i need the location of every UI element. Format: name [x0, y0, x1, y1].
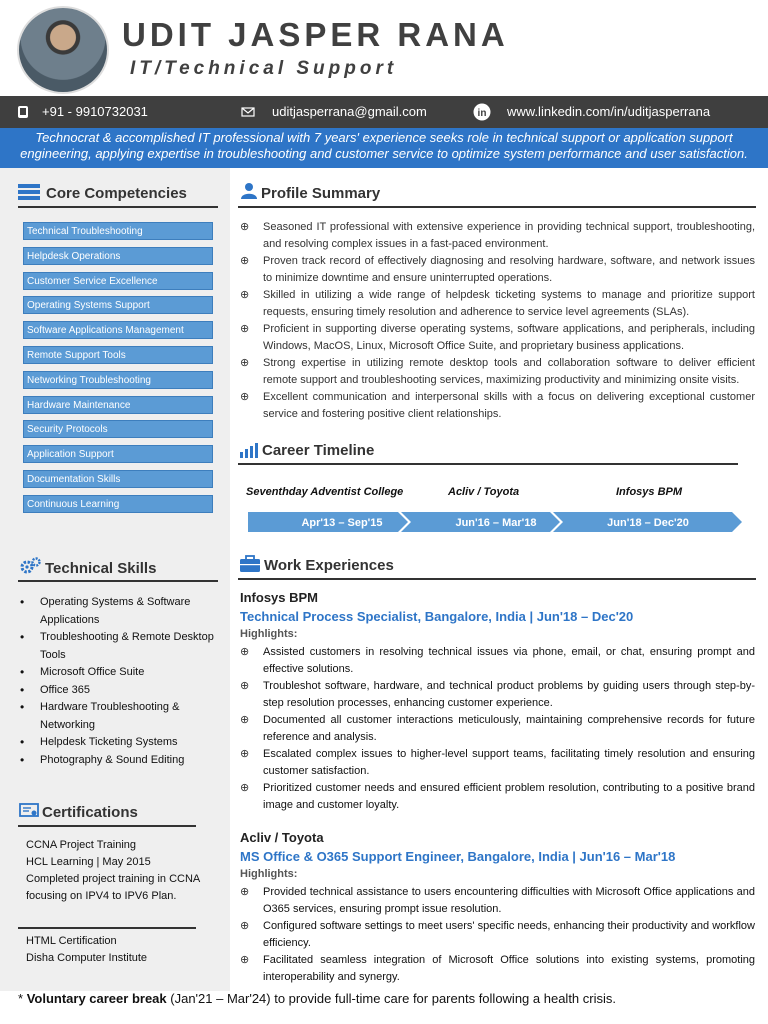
profile-photo	[17, 6, 109, 94]
list-item: ⊕ Troubleshot software, hardware, and technical product problems by guiding users through step-by-step resolution processes, enhancing customer experience.	[240, 678, 755, 712]
competencies-divider	[18, 206, 218, 208]
briefcase-icon	[240, 555, 260, 577]
list-item: ⊕ Seasoned IT professional with extensive experience in providing technical support, troubleshooting, and resolving complex issues in a fast-paced environment.	[240, 219, 755, 253]
contact-bar	[0, 96, 768, 128]
phone-icon	[16, 105, 30, 119]
objective-line-1: Technocrat & accomplished IT professional with 7 years' experience seeks role in technical support or application support	[35, 130, 733, 145]
server-icon	[18, 183, 40, 205]
career-timeline-title: Career Timeline	[262, 442, 375, 459]
gears-icon	[20, 557, 42, 579]
technical-skills-title: Technical Skills	[45, 560, 157, 577]
career-break-note	[18, 991, 616, 1006]
competencies-title: Core Competencies	[46, 185, 187, 202]
competency-chip: Operating Systems Support	[23, 296, 213, 314]
list-item: • Office 365	[20, 682, 225, 700]
job-title: MS Office & O365 Support Engineer, Bangalore, India | Jun'16 – Mar'18	[240, 849, 676, 864]
work-experiences-title: Work Experiences	[264, 557, 394, 574]
career-timeline-arrow	[248, 512, 742, 532]
list-item: • Microsoft Office Suite	[20, 664, 225, 682]
timeline-org-1: Seventhday Adventist College	[246, 486, 404, 498]
resume-header	[0, 0, 768, 96]
cert-issuer: HCL Learning | May 2015	[26, 856, 151, 868]
job-highlights-label: Highlights:	[240, 868, 298, 880]
objective-banner	[0, 128, 768, 168]
competency-chip: Customer Service Excellence	[23, 272, 213, 290]
svg-text:in: in	[477, 108, 487, 119]
competency-chip: Remote Support Tools	[23, 346, 213, 364]
list-item: • Operating Systems & Software Applications	[20, 594, 225, 629]
user-icon	[240, 182, 258, 204]
list-item: ⊕ Skilled in utilizing a wide range of helpdesk ticketing systems to manage and prioritize support requests, ensuring timely resolution and adherence to service level agreements (SLAs).	[240, 287, 755, 321]
list-item: ⊕ Proficient in supporting diverse operating systems, software applications, and peripherals, including Windows, MacOS, Linux, Microsoft Office Suite, and proprietary business applications.	[240, 321, 755, 355]
list-item: ⊕ Assisted customers in resolving technical issues via phone, email, or chat, ensuring prompt and effective solutions.	[240, 644, 755, 678]
candidate-name: UDIT JASPER RANA	[122, 16, 509, 53]
certificate-icon	[19, 802, 39, 824]
profile-summary-list	[240, 219, 755, 423]
phone-number[interactable]: +91 - 9910732031	[42, 104, 148, 119]
job-company: Acliv / Toyota	[240, 830, 324, 845]
list-item: • Photography & Sound Editing	[20, 752, 225, 770]
timeline-period-1: Apr'13 – Sep'15	[301, 517, 383, 529]
technical-skills-divider	[18, 580, 218, 582]
certifications-title: Certifications	[42, 804, 138, 821]
competency-chip: Software Applications Management	[23, 321, 213, 339]
timeline-period-2: Jun'16 – Mar'18	[455, 517, 537, 529]
career-break-label: Voluntary career break	[26, 991, 167, 1006]
competency-chip: Documentation Skills	[23, 470, 213, 488]
profile-summary-title: Profile Summary	[261, 185, 381, 202]
career-timeline-divider	[238, 463, 738, 465]
list-item: • Hardware Troubleshooting & Networking	[20, 699, 225, 734]
job-highlights-list	[240, 884, 755, 986]
competency-chip: Security Protocols	[23, 420, 213, 438]
list-item: ⊕ Configured software settings to meet users' specific needs, enhancing their productivity and workflow efficiency.	[240, 918, 755, 952]
certifications-divider	[18, 825, 196, 827]
competency-chip: Technical Troubleshooting	[23, 222, 213, 240]
list-item: ⊕ Escalated complex issues to higher-level support teams, facilitating timely resolution and ensuring customer satisfaction.	[240, 746, 755, 780]
footnote-star: *	[18, 991, 24, 1006]
technical-skills-list	[20, 594, 225, 769]
cert-issuer: Disha Computer Institute	[26, 952, 148, 964]
cert-name: CCNA Project Training	[26, 839, 137, 851]
list-item: ⊕ Strong expertise in utilizing remote desktop tools and collaboration software to deliver efficient remote support and troubleshooting services, maximizing productivity and minimizing onsite visits.	[240, 355, 755, 389]
cert-name: HTML Certification	[26, 935, 117, 947]
linkedin-url[interactable]: www.linkedin.com/in/uditjasperrana	[507, 104, 711, 119]
job-title: Technical Process Specialist, Bangalore, India | Jun'18 – Dec'20	[240, 609, 634, 624]
linkedin-icon	[473, 103, 491, 121]
work-experiences-divider	[238, 578, 756, 580]
career-break-detail: (Jan'21 – Mar'24) to provide full-time care for parents following a health crisis.	[170, 991, 616, 1006]
list-item: • Troubleshooting & Remote Desktop Tools	[20, 629, 225, 664]
list-item: ⊕ Facilitated seamless integration of Microsoft Office solutions into existing systems, promoting interoperability and synergy.	[240, 952, 755, 986]
candidate-role: IT/Technical Support	[130, 58, 398, 79]
certification-ccna	[26, 837, 216, 905]
list-item: • Helpdesk Ticketing Systems	[20, 734, 225, 752]
competency-chip: Networking Troubleshooting	[23, 371, 213, 389]
competency-chip: Application Support	[23, 445, 213, 463]
certification-html	[26, 933, 216, 967]
email-icon	[241, 105, 255, 119]
objective-line-2: engineering, applying expertise in troubleshooting and customer service to optimize system performance and user satisfaction.	[20, 146, 748, 161]
timeline-org-2: Acliv / Toyota	[448, 486, 520, 498]
timeline-org-3: Infosys BPM	[616, 486, 683, 498]
cert-description: Completed project training in CCNA focusing on IPV4 to IPV6 Plan.	[26, 873, 200, 902]
timeline-period-3: Jun'18 – Dec'20	[607, 517, 689, 529]
job-highlights-label: Highlights:	[240, 628, 298, 640]
list-item: ⊕ Excellent communication and interpersonal skills with a focus on delivering exceptional customer service and fostering positive client relationships.	[240, 389, 755, 423]
list-item: ⊕ Proven track record of effectively diagnosing and resolving hardware, software, and network issues to minimize downtime and ensure uninterrupted operations.	[240, 253, 755, 287]
list-item: ⊕ Documented all customer interactions meticulously, maintaining comprehensive records for future reference and analysis.	[240, 712, 755, 746]
list-item: ⊕ Provided technical assistance to users encountering difficulties with Microsoft Office applications and O365 services, ensuring prompt issue resolution.	[240, 884, 755, 918]
email-address[interactable]: uditjasperrana@gmail.com	[272, 104, 427, 119]
certification-divider	[18, 927, 196, 929]
profile-summary-divider	[238, 206, 756, 208]
job-highlights-list	[240, 644, 755, 814]
list-item: ⊕ Prioritized customer needs and ensured efficient problem resolution, contributing to a positive brand image and customer loyalty.	[240, 780, 755, 814]
competency-chip: Continuous Learning	[23, 495, 213, 513]
competency-chip: Helpdesk Operations	[23, 247, 213, 265]
competency-chip: Hardware Maintenance	[23, 396, 213, 414]
job-company: Infosys BPM	[240, 590, 319, 605]
bar-chart-icon	[240, 442, 260, 462]
